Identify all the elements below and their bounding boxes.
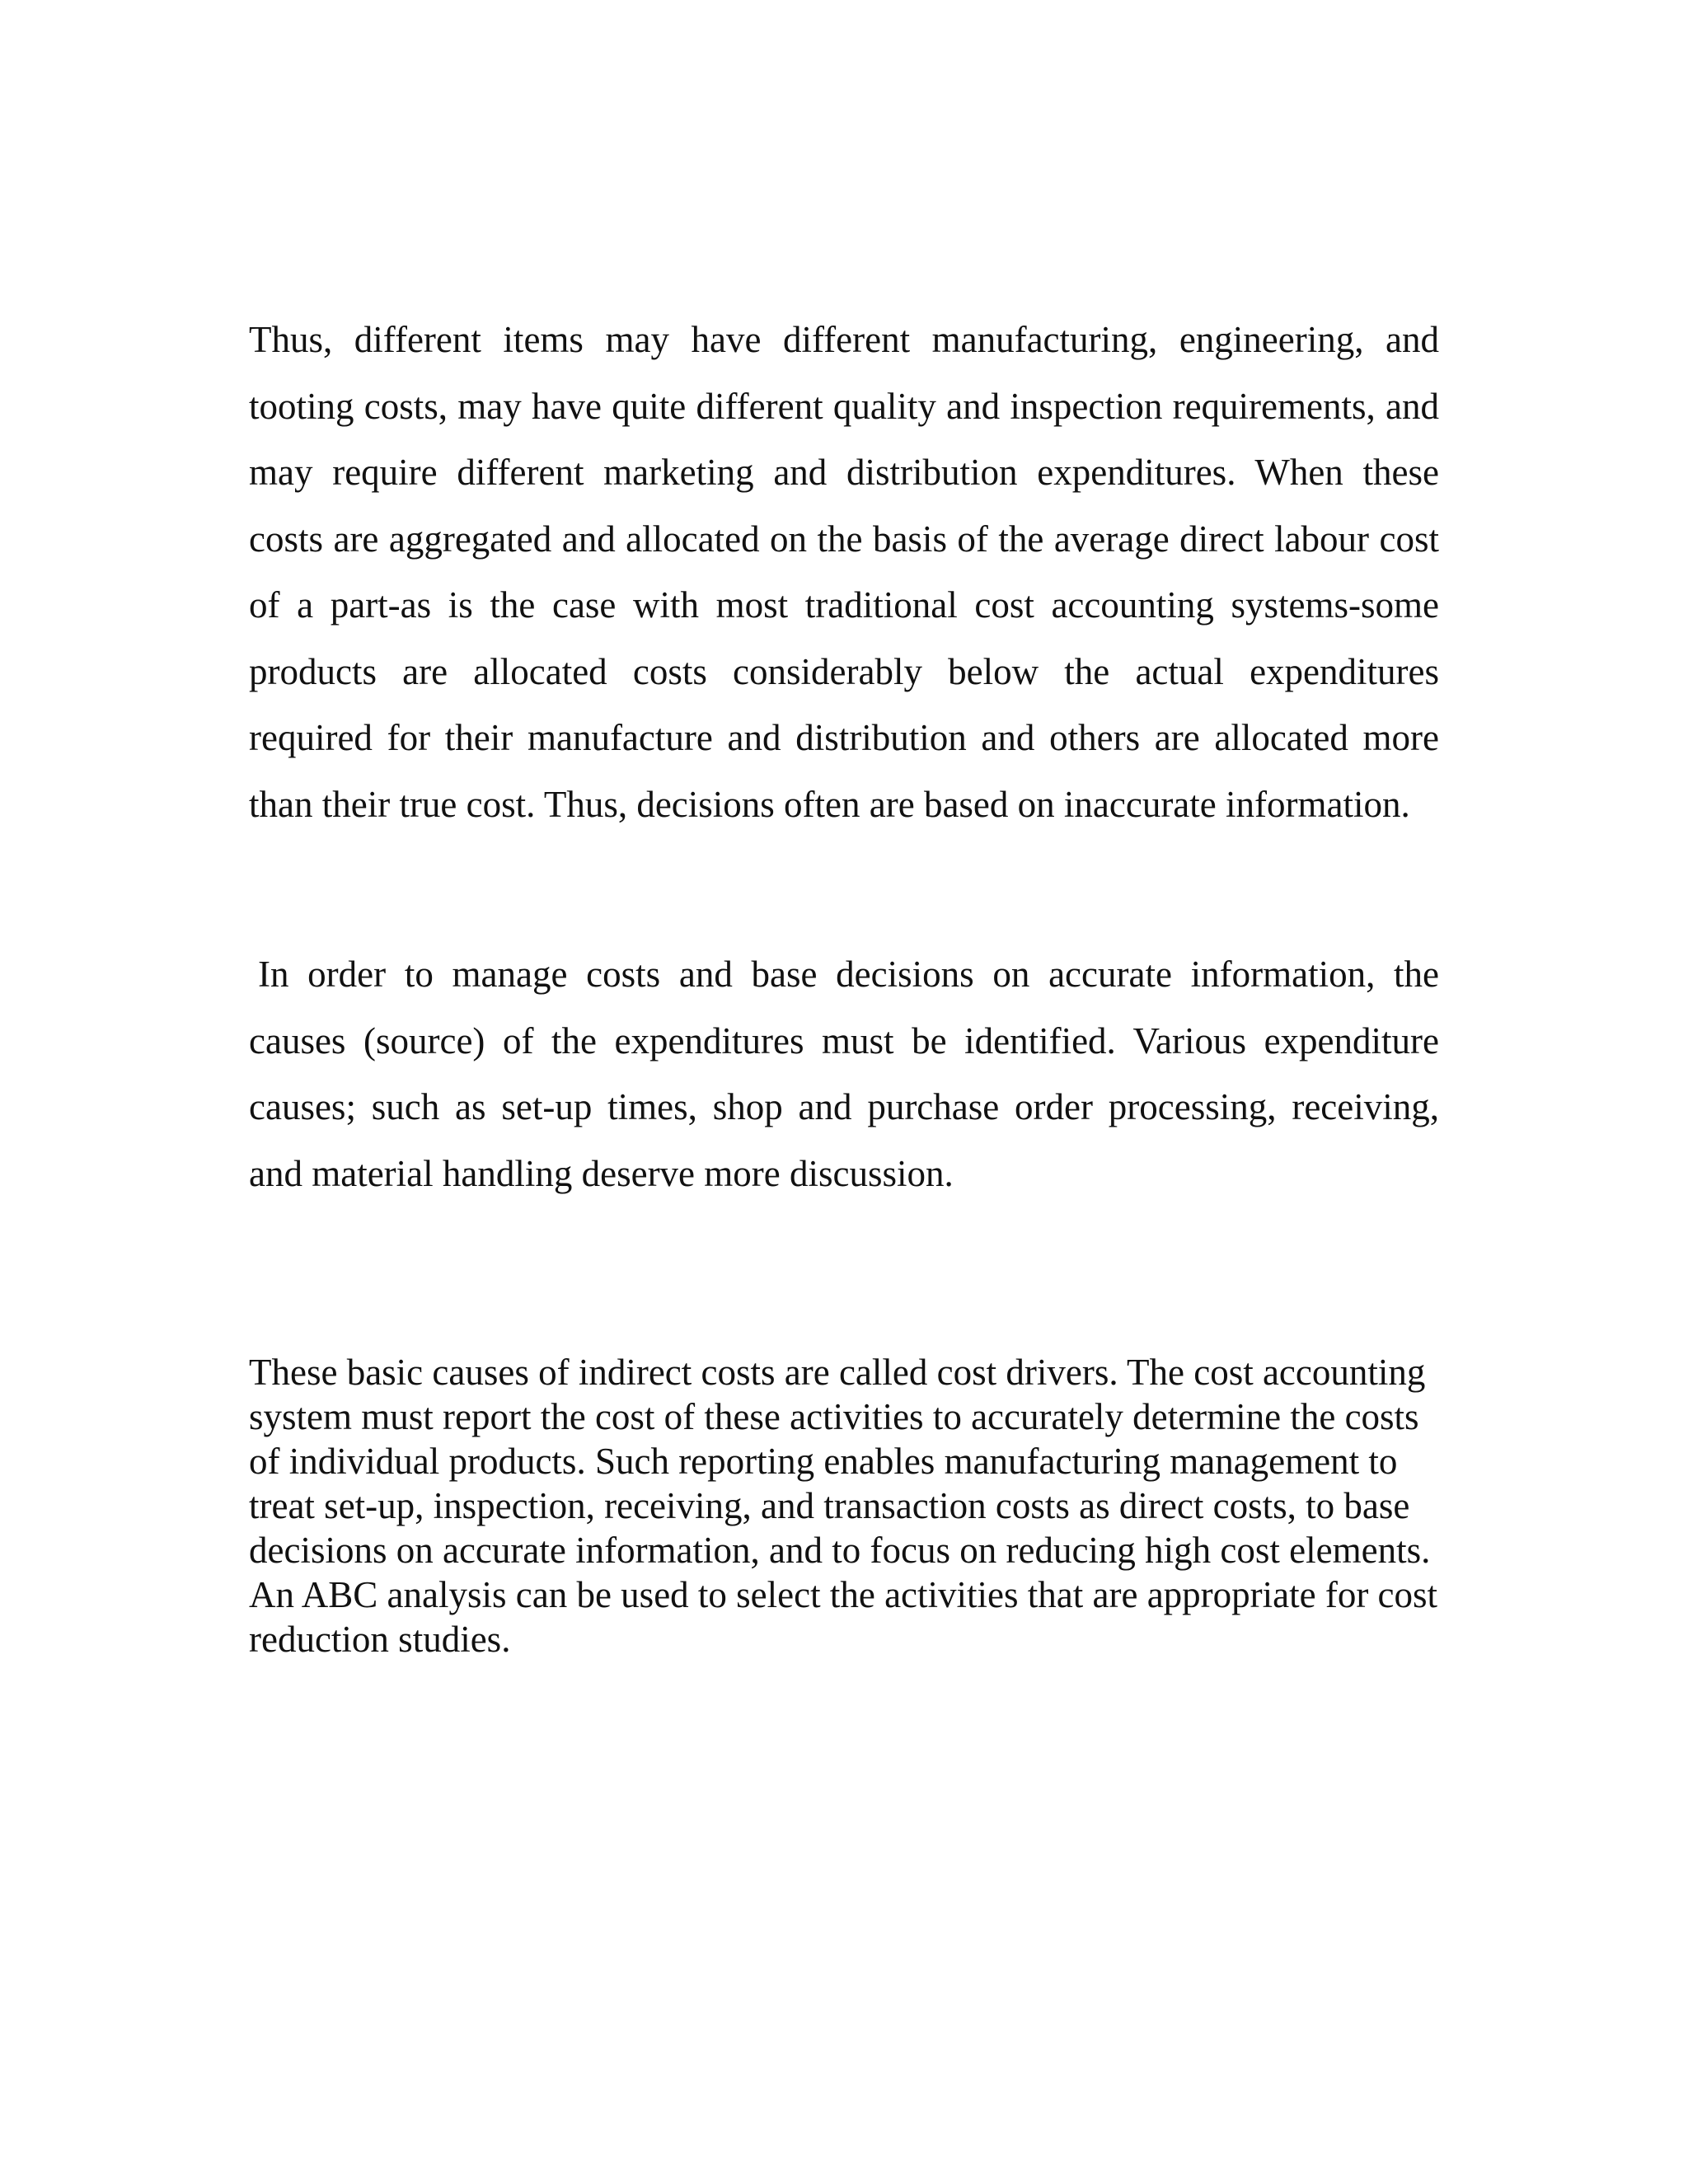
paragraph-cost-allocation: Thus, different items may have different manufacturing, engineering, and tooting costs, may have quite different quality and inspection requirements, and may require different marketing and distribution expenditures. When these costs are aggregated and allocated on the basis of the average direct labour cost of a part-as is the case with most traditional cost accounting systems-some products are allocated costs considerably below the actual expenditures required for their manufacture and distribution and others are allocated more than their true cost. Thus, decisions often are based on inaccurate information.: [249, 319, 1439, 825]
paragraph-expenditure-causes: In order to manage costs and base decisions on accurate information, the causes (source) of the expenditures must be identified. Various expenditure causes; such as set-up times, shop and purchase order processing, receiving, and material handling deserve more discussion.: [249, 954, 1439, 1194]
paragraph-cost-drivers: These basic causes of indirect costs are called cost drivers. The cost accounting system must report the cost of these activities to accurately determine the costs of individual products. Such reporting enables manufacturing management to treat set-up, inspection, receiving, and transaction costs as direct costs, to base decisions on accurate information, and to focus on reducing high cost elements. An ABC analysis can be used to select the activities that are appropriate for cost reduction studies.: [249, 1352, 1438, 1660]
